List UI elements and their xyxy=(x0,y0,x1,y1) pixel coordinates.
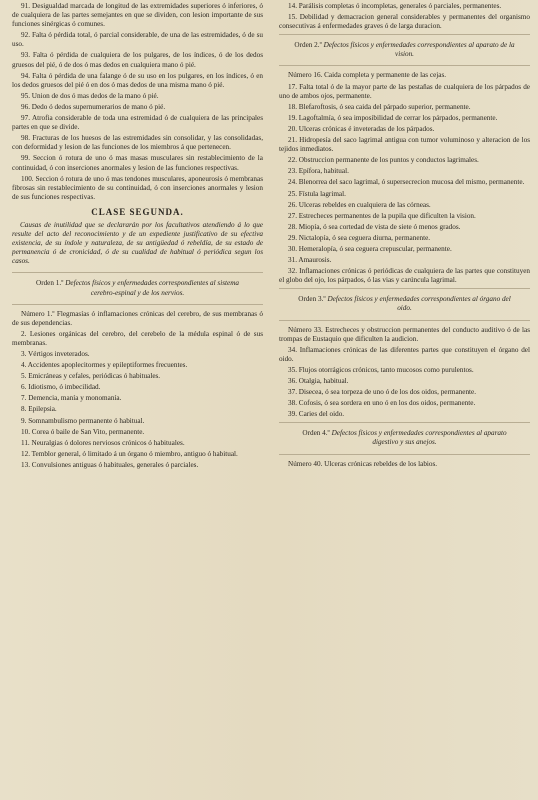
list-item: 14. Parálisis completas ó incompletas, generales ó parciales, permanentes. xyxy=(288,2,502,10)
list-item: 23. Epífora, habitual. xyxy=(288,167,349,176)
item-list xyxy=(12,2,263,202)
order-1-heading xyxy=(12,279,263,297)
list-item: 3. Vértigos inveterados. xyxy=(21,350,90,358)
list-item: 24. Blenorrea del saco lagrimal, ó supersecrecion mucosa del mismo, permanente. xyxy=(288,178,525,187)
list-item: 96. Dedo ó dedos supernumerarios de mano ó pié. xyxy=(21,102,166,111)
list-item: 11. Neuralgias ó dolores nerviosos crónicos ó habituales. xyxy=(21,438,185,447)
list-item: 17. Falta total ó de la mayor parte de las pestañas de cualquiera de los párpados de uno de ambos ojos, permanente. xyxy=(279,82,530,100)
item-list xyxy=(279,460,530,469)
list-item: 2. Lesiones orgánicas del cerebro, del cerebelo de la médula espinal ó de sus membranas. xyxy=(12,329,263,347)
right-column xyxy=(279,2,530,796)
item-list xyxy=(12,310,263,470)
order-2-heading xyxy=(279,41,530,59)
order-3-lead: Orden 3.º xyxy=(298,295,326,304)
list-item: 31. Amaurosis. xyxy=(288,256,332,265)
list-item: 100. Seccion ó rotura de uno ó mas tendones musculares, aponeurosis ó membranas fibrosas sin restablecimiento de su continuidad, ó con inserciones anormales y lesion de sus funciones respectivas. xyxy=(12,174,263,201)
order-1-lead: Orden 1.º xyxy=(36,279,64,288)
list-item: 18. Blefaroftosis, ó sea caida del párpado superior, permanente. xyxy=(288,102,471,111)
list-item: 15. Debilidad y demacracion general considerables y permanentes del organismo consecutivas á enfermedades graves ó de larga duracion. xyxy=(279,13,530,31)
list-item: 6. Idiotismo, ó imbecilidad. xyxy=(21,383,101,392)
divider xyxy=(279,320,530,321)
divider xyxy=(12,304,263,305)
list-item: 30. Hemeralopía, ó sea ceguera crepuscular, permanente. xyxy=(288,244,452,253)
divider xyxy=(279,454,530,455)
class-heading: CLASE SEGUNDA. xyxy=(91,206,184,217)
list-item: 97. Atrofia considerable de toda una estremidad ó de cualquiera de las principales partes en que se divide. xyxy=(12,114,263,132)
divider xyxy=(279,422,530,423)
list-item: 39. Caries del oido. xyxy=(288,410,345,419)
list-item: 10. Corea ó baile de San Vito, permanente. xyxy=(21,427,145,436)
divider xyxy=(279,34,530,35)
list-item: 9. Somnambulismo permanente ó habitual. xyxy=(21,416,145,425)
class-intro: Causas de inutilidad que se declararán por los facultativos atendiendo á lo que resulte del acto del reconocimiento y de un expediente justificativo de su efectiva existencia, de su índole y naturaleza, de su antigüedad ó rebeldía, de su estado de permanencia ó de cronicidad, ó de su cualidad de habitual ó periódica segun los casos. xyxy=(12,220,263,266)
order-2-text: Defectos físicos y enfermedades correspondientes al aparato de la vision. xyxy=(323,41,515,59)
list-item: 7. Demencia, manía y monomanía. xyxy=(21,394,122,403)
list-item: 20. Ulceras crónicas é inveteradas de los párpados. xyxy=(288,124,435,133)
list-item: Número 1.º Flegmasías ó inflamaciones crónicas del cerebro, de sus membranas ó de sus dependencias. xyxy=(12,309,263,327)
list-item: 91. Desigualdad marcada de longitud de las extremidades superiores ó inferiores, ó de cualquiera de las partes semejantes en que se dividen, con lesion importante de sus funciones sinérgicas ó comunes. xyxy=(12,2,263,29)
list-item: 98. Fracturas de los huesos de las estremidades sin consolidar, y las consolidadas, con deformidad y lesion de las funciones de los miembros á que pertenecen. xyxy=(12,134,263,152)
list-item: 32. Inflamaciones crónicas ó periódicas de cualquiera de las partes que constituyen el globo del ojo, los párpados, ó las vias y carúncula lagrimal. xyxy=(279,267,530,285)
list-item: 29. Nictalopía, ó sea ceguera diurna, permanente. xyxy=(288,233,431,242)
list-item: 93. Falta ó pérdida de cualquiera de los pulgares, de los índices, ó de los dedos gruesos del pié, ó de dos ó mas dedos en cualquiera mano ó pié. xyxy=(12,51,263,69)
list-item: 34. Inflamaciones crónicas de las diferentes partes que constituyen el órgano del oido. xyxy=(279,345,530,363)
order-4-lead: Orden 4.º xyxy=(302,429,330,438)
item-list xyxy=(279,71,530,285)
divider xyxy=(279,65,530,66)
list-item: 22. Obstruccion permanente de los puntos y conductos lagrimales. xyxy=(288,156,479,165)
divider xyxy=(12,272,263,273)
list-item: 19. Lagoftalmía, ó sea imposibilidad de cerrar los párpados, permanente. xyxy=(288,113,498,122)
list-item: 8. Epilepsia. xyxy=(21,405,57,414)
list-item: 36. Otalgia, habitual. xyxy=(288,377,349,385)
list-item: 99. Seccion ó rotura de uno ó mas masas musculares sin restablecimiento de la continuidad, ó con inserciones anormales y lesion de las funciones respectivas. xyxy=(12,154,263,172)
order-1-text: Defectos físicos y enfermedades correspondientes al sistema cerebro-espinal y de los nervios. xyxy=(65,279,239,297)
left-column xyxy=(12,2,263,796)
list-item: 12. Temblor general, ó limitado á un órgano ó miembro, antiguo ó habitual. xyxy=(21,449,238,458)
order-2-lead: Orden 2.º xyxy=(294,41,322,50)
list-item: 27. Estrecheces permanentes de la pupila que dificulten la vision. xyxy=(288,211,476,220)
list-item: 28. Miopía, ó sea cortedad de vista de siete ó menos grados. xyxy=(288,222,461,231)
item-list xyxy=(279,326,530,420)
list-item: 21. Hidropesía del saco lagrimal antigua con tumor voluminoso y alteracion de los tejidos inmediatos. xyxy=(279,136,530,154)
list-item: 94. Falta ó pérdida de una falange ó de su uso en los pulgares, en los índices, ó en los dedos gruesos del pié ó en dos ó mas dedos de una misma mano ó pié. xyxy=(12,71,263,89)
list-item: 26. Ulceras rebeldes en cualquiera de las córneas. xyxy=(288,200,431,209)
list-item: 37. Disecea, ó sea torpeza de uno ó de los dos oidos, permanente. xyxy=(288,388,477,397)
divider xyxy=(279,288,530,289)
order-4-text: Defectos físicos y enfermedades correspondientes al aparato digestivo y sus anejos. xyxy=(331,429,507,447)
order-3-text: Defectos físicos y enfermedades correspondientes al órgano del oido. xyxy=(327,295,511,313)
item-list xyxy=(279,2,530,31)
list-item: 38. Cofosis, ó sea sordera en uno ó en los dos oidos, permanente. xyxy=(288,399,476,408)
order-4-heading xyxy=(279,429,530,447)
list-item: Número 16. Caida completa y permanente de las cejas. xyxy=(288,71,447,80)
list-item: 5. Emicráneas y cefales, periódicas ó habituales. xyxy=(21,372,161,381)
list-item: Número 33. Estrecheces y obstruccion permanentes del conducto auditivo ó de las trompas de Eustaquio que dificulten la audicion. xyxy=(279,325,530,343)
list-item: 95. Union de dos ó mas dedos de la mano ó pié. xyxy=(21,91,159,100)
list-item: 13. Convulsiones antiguas ó habituales, generales ó parciales. xyxy=(21,460,199,469)
order-3-heading xyxy=(279,295,530,313)
list-item: 92. Falta ó pérdida total, ó parcial considerable, de una de las estremidades, ó de su uso. xyxy=(12,31,263,49)
list-item: 4. Accidentes apoplecitormes y epileptiformes frecuentes. xyxy=(21,361,188,370)
list-item: Número 40. Ulceras crónicas rebeldes de los labios. xyxy=(288,459,438,468)
list-item: 35. Flujos otorrágicos crónicos, tanto mucosos como purulentos. xyxy=(288,365,474,374)
list-item: 25. Fístula lagrimal. xyxy=(288,189,346,198)
